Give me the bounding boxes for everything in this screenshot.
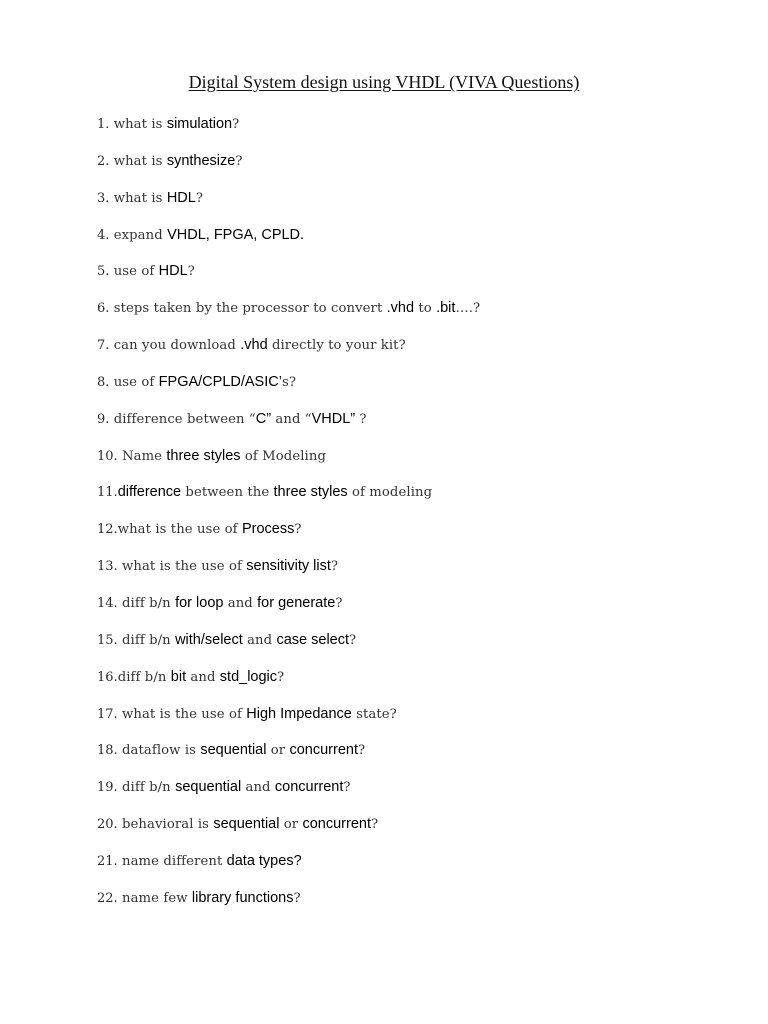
- question-text: name different: [117, 853, 227, 869]
- question-keyword: for loop: [175, 594, 224, 611]
- question-item: [97, 225, 737, 262]
- question-keyword: synthesize: [166, 152, 236, 169]
- question-text: Name: [117, 448, 167, 464]
- question-text: ?: [335, 595, 343, 611]
- question-keyword: concurrent: [289, 742, 358, 759]
- question-number: 5.: [97, 264, 110, 280]
- question-keyword: simulation: [166, 116, 233, 132]
- question-number: 8.: [97, 374, 110, 390]
- question-item: [97, 519, 737, 556]
- question-text: diff b/n: [117, 632, 176, 648]
- question-text: behavioral is: [117, 817, 214, 833]
- question-text: use of: [109, 374, 159, 390]
- question-text: what is: [109, 153, 167, 169]
- question-item: [97, 261, 737, 298]
- question-text: to: [414, 301, 437, 317]
- question-number: 6.: [97, 301, 110, 317]
- question-text: what is the use of: [117, 522, 242, 538]
- question-text: between the: [181, 485, 274, 501]
- question-number: 13.: [97, 559, 118, 575]
- question-item: [97, 777, 737, 814]
- question-keyword: VHDL”: [311, 410, 356, 427]
- question-text: directly to your kit?: [267, 338, 406, 354]
- question-number: 19.: [97, 780, 118, 796]
- question-text: ?: [343, 780, 351, 796]
- question-number: 17.: [97, 706, 118, 722]
- question-item: [97, 851, 737, 888]
- question-text: ?: [358, 743, 366, 759]
- question-text: what is the use of: [117, 559, 247, 575]
- question-text: diff b/n: [117, 595, 176, 611]
- question-number: 2.: [97, 153, 110, 169]
- question-keyword: for generate: [257, 594, 336, 611]
- question-keyword: three styles: [166, 447, 241, 464]
- question-keyword: HDL: [166, 189, 196, 206]
- question-text: ?: [355, 411, 367, 427]
- question-text: and: [241, 780, 275, 796]
- question-number: 10.: [97, 448, 118, 464]
- question-text: or: [279, 817, 303, 833]
- question-item: [97, 704, 737, 741]
- question-number: 15.: [97, 632, 118, 648]
- question-item: [97, 593, 737, 630]
- question-text: ?: [187, 264, 195, 280]
- question-item: [97, 556, 737, 593]
- question-text: ?: [232, 117, 240, 132]
- question-text: or: [266, 743, 290, 759]
- question-keyword: HDL: [158, 263, 188, 280]
- question-text: ?: [330, 559, 339, 575]
- question-item: [97, 482, 737, 519]
- question-keyword: .vhd: [240, 337, 268, 354]
- question-number: 18.: [97, 743, 118, 759]
- question-text: ?: [293, 890, 301, 906]
- question-keyword: sequential: [200, 742, 267, 759]
- question-keyword: bit: [170, 668, 187, 685]
- question-number: 11.: [97, 485, 118, 501]
- question-number: 16.: [97, 669, 118, 685]
- question-keyword: Process: [241, 521, 295, 538]
- question-keyword: concurrent: [302, 816, 371, 833]
- question-keyword: .vhd: [386, 300, 415, 317]
- question-item: [97, 888, 737, 925]
- question-keyword: with/select: [175, 631, 243, 648]
- question-keyword: VHDL, FPGA, CPLD.: [167, 226, 305, 243]
- question-keyword: sensitivity list: [246, 558, 331, 575]
- question-text: what is: [109, 117, 167, 132]
- question-list: [97, 114, 737, 925]
- question-item: [97, 372, 737, 409]
- question-text: ?: [235, 153, 243, 169]
- question-number: 7.: [97, 338, 110, 354]
- question-text: what is the use of: [117, 706, 247, 722]
- question-text: dataflow is: [117, 743, 201, 759]
- question-number: 1.: [97, 117, 110, 132]
- question-number: 14.: [97, 595, 118, 611]
- question-item: [97, 814, 737, 851]
- question-keyword: C”: [255, 410, 272, 427]
- question-text: s?: [281, 374, 296, 390]
- question-text: state?: [351, 706, 397, 722]
- question-number: 21.: [97, 853, 118, 869]
- question-item: [97, 114, 737, 151]
- question-item: [97, 630, 737, 667]
- question-number: 3.: [97, 190, 110, 206]
- question-text: of Modeling: [240, 448, 327, 464]
- question-keyword: FPGA/CPLD/ASIC’: [158, 373, 282, 390]
- question-keyword: difference: [117, 484, 182, 501]
- question-keyword: .bit: [436, 300, 456, 317]
- question-keyword: sequential: [175, 779, 242, 796]
- question-text: expand: [109, 227, 168, 243]
- question-keyword: sequential: [213, 816, 280, 833]
- question-keyword: library functions: [191, 889, 294, 906]
- question-keyword: concurrent: [274, 779, 344, 796]
- question-keyword: data types?: [226, 852, 302, 869]
- question-text: of modeling: [347, 485, 433, 501]
- question-text: ?: [371, 817, 379, 833]
- question-keyword: High Impedance: [246, 705, 352, 722]
- question-text: use of: [109, 264, 159, 280]
- question-text: diff b/n: [117, 780, 176, 796]
- question-text: ?: [349, 632, 357, 648]
- question-text: can you download: [109, 338, 241, 354]
- question-number: 22.: [97, 890, 118, 906]
- question-item: [97, 188, 737, 225]
- question-item: [97, 335, 737, 372]
- question-text: and: [242, 632, 277, 648]
- question-text: steps taken by the processor to convert: [109, 301, 387, 317]
- question-text: and: [186, 669, 220, 685]
- question-text: what is: [109, 190, 167, 206]
- question-number: 4.: [97, 227, 110, 243]
- question-text: name few: [117, 890, 192, 906]
- question-item: [97, 740, 737, 777]
- question-text: ?: [195, 190, 203, 206]
- question-keyword: std_logic: [219, 668, 278, 685]
- question-keyword: three styles: [273, 484, 348, 501]
- page-title: Digital System design using VHDL (VIVA Questions): [188, 72, 580, 92]
- question-text: and “: [271, 411, 312, 427]
- question-number: 20.: [97, 817, 118, 833]
- question-text: ?: [277, 669, 285, 685]
- question-text: ….?: [455, 301, 481, 317]
- question-item: [97, 667, 737, 704]
- question-item: [97, 298, 737, 335]
- question-text: diff b/n: [117, 669, 171, 685]
- question-keyword: case select: [276, 631, 350, 648]
- question-item: [97, 446, 737, 483]
- question-number: 12.: [97, 522, 118, 538]
- question-item: [97, 409, 737, 446]
- question-item: [97, 151, 737, 188]
- question-number: 9.: [97, 411, 110, 427]
- question-text: ?: [294, 522, 302, 538]
- question-text: difference between “: [109, 411, 256, 427]
- question-text: and: [223, 595, 258, 611]
